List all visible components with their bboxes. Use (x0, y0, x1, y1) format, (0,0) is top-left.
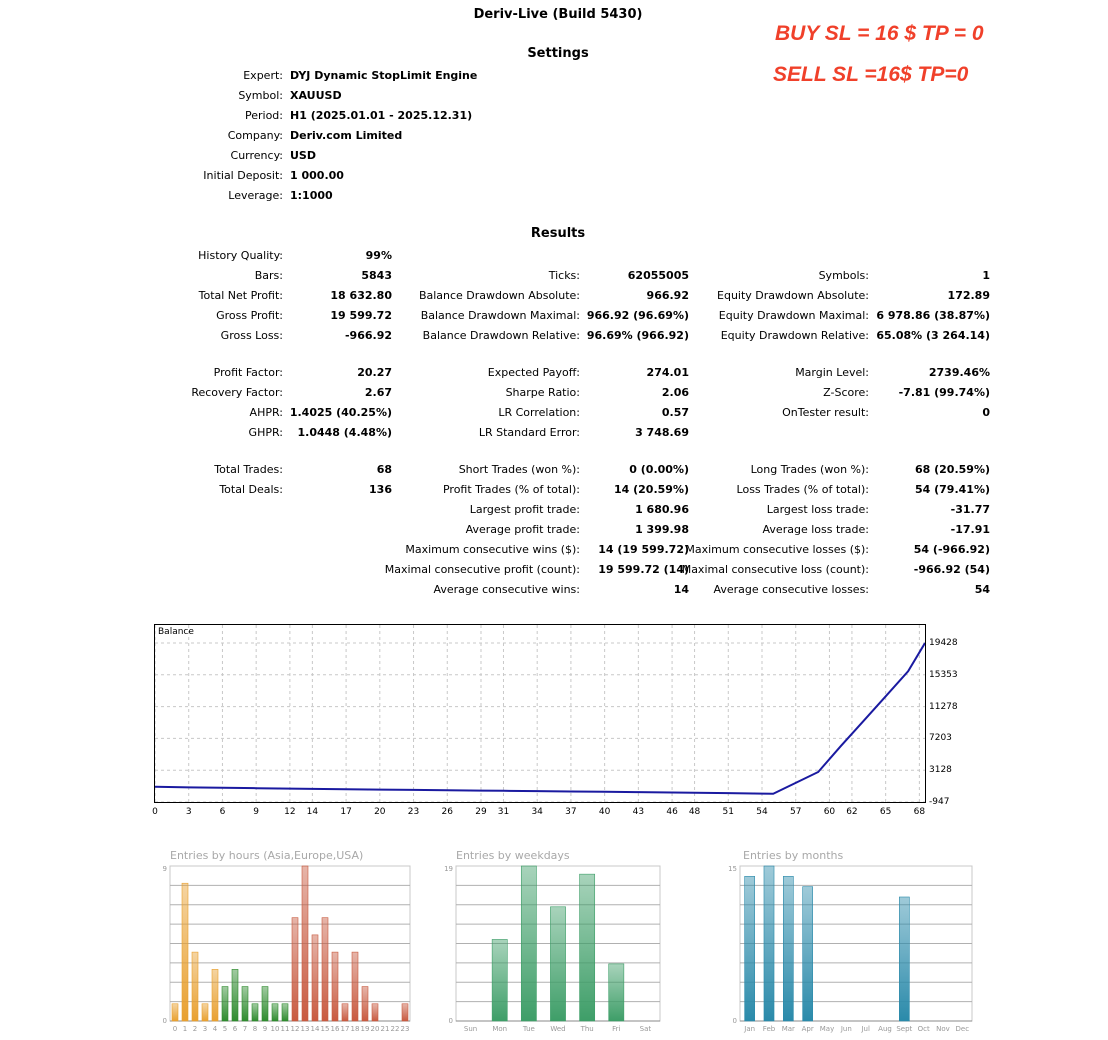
results-label: Balance Drawdown Relative: (422, 329, 580, 342)
weekdays-chart (436, 860, 666, 1040)
results-label: Total Deals: (219, 483, 283, 496)
results-label: Balance Drawdown Absolute: (418, 289, 580, 302)
bar-mark (764, 866, 774, 1021)
months-chart (724, 860, 974, 1040)
balance-x-tick: 51 (722, 807, 734, 817)
bar-x-label: Jul (861, 1025, 870, 1033)
bar-x-label: Jun (840, 1025, 852, 1033)
results-value: -7.81 (99.74%) (898, 386, 990, 399)
results-value: 68 (376, 463, 392, 476)
balance-y-tick: 15353 (929, 669, 958, 680)
bar-mark (302, 866, 308, 1021)
settings-label: Initial Deposit: (203, 169, 283, 182)
results-label: Profit Factor: (213, 366, 283, 379)
hours-chart-title: Entries by hours (Asia,Europe,USA) (170, 849, 364, 862)
results-value: 14 (673, 583, 689, 596)
bar-x-label: 4 (212, 1025, 218, 1033)
results-value: 5843 (361, 269, 392, 282)
buy-annotation: BUY SL = 16 $ TP = 0 (775, 22, 984, 45)
bar-x-label: Sat (639, 1025, 652, 1033)
bar-mark (521, 866, 536, 1021)
bar-x-label: 2 (192, 1025, 198, 1033)
results-value: 2.06 (661, 386, 689, 399)
balance-y-tick: 19428 (929, 638, 958, 648)
balance-x-tick: 20 (374, 807, 386, 817)
bar-mark (212, 969, 218, 1021)
results-value: 0 (982, 406, 990, 419)
balance-x-tick: 40 (598, 807, 611, 817)
bar-x-label: 23 (400, 1025, 410, 1033)
settings-value: 1:1000 (290, 189, 333, 202)
results-value: 966.92 (96.69%) (586, 309, 689, 322)
bar-y-max: 19 (444, 865, 453, 873)
balance-x-tick: 12 (284, 807, 296, 817)
balance-chart-plot (155, 625, 925, 802)
balance-x-tick: 43 (632, 807, 645, 817)
results-value: 20.27 (357, 366, 392, 379)
bar-mark (492, 939, 507, 1021)
results-value: 19 599.72 (14) (598, 563, 689, 576)
balance-y-tick: 3128 (929, 765, 952, 776)
bar-mark (322, 918, 328, 1021)
results-label: Loss Trades (% of total): (736, 483, 869, 496)
balance-x-tick: 65 (879, 807, 892, 817)
results-value: 65.08% (3 264.14) (876, 329, 990, 342)
results-label: Recovery Factor: (191, 386, 283, 399)
results-label: Maximum consecutive wins ($): (405, 543, 580, 556)
settings-label: Currency: (230, 149, 283, 162)
balance-x-tick: 48 (688, 807, 701, 817)
settings-label: Expert: (243, 69, 283, 82)
report-title: Deriv-Live (Build 5430) (473, 7, 643, 22)
results-label: Balance Drawdown Maximal: (420, 309, 580, 322)
sell-annotation: SELL SL =16$ TP=0 (773, 63, 969, 86)
balance-x-tick: 0 (152, 807, 158, 817)
settings-value: 1 000.00 (290, 169, 344, 182)
results-value: -966.92 (344, 329, 392, 342)
bar-y-max: 15 (728, 865, 737, 873)
bar-x-label: 9 (262, 1025, 268, 1033)
results-label: Maximum consecutive losses ($): (685, 543, 869, 556)
bar-x-label: Sept (896, 1025, 913, 1033)
balance-y-tick: 11278 (929, 701, 958, 712)
bar-x-label: 12 (290, 1025, 300, 1033)
months-chart-title: Entries by months (743, 849, 844, 862)
bar-mark (282, 1004, 288, 1021)
results-value: 966.92 (646, 289, 689, 302)
bar-x-label: Dec (955, 1025, 970, 1033)
results-value: 2.67 (364, 386, 392, 399)
bar-x-label: 15 (320, 1025, 330, 1033)
bar-mark (232, 969, 238, 1021)
bar-x-label: 10 (270, 1025, 280, 1033)
results-value: 2739.46% (928, 366, 990, 379)
results-label: AHPR: (249, 406, 283, 419)
bar-x-label: 8 (252, 1025, 258, 1033)
results-label: Sharpe Ratio: (505, 386, 580, 399)
balance-x-tick: 29 (475, 807, 487, 817)
bar-mark (609, 964, 624, 1021)
bar-x-label: 17 (340, 1025, 350, 1033)
results-label: LR Standard Error: (478, 426, 580, 439)
results-value: 54 (79.41%) (914, 483, 990, 496)
bar-mark (252, 1004, 258, 1021)
results-label: Bars: (254, 269, 283, 282)
results-label: Z-Score: (823, 386, 869, 399)
balance-x-tick: 54 (756, 807, 768, 817)
balance-x-tick: 37 (565, 807, 577, 817)
bar-x-label: 22 (390, 1025, 400, 1033)
balance-x-tick: 68 (913, 807, 926, 817)
results-label: Largest loss trade: (766, 503, 869, 516)
bar-x-label: 21 (380, 1025, 390, 1033)
bar-x-label: Jan (744, 1025, 756, 1033)
results-label: GHPR: (248, 426, 283, 439)
balance-x-tick: 23 (407, 807, 420, 817)
settings-label: Company: (227, 129, 283, 142)
results-value: -17.91 (950, 523, 990, 536)
bar-mark (172, 1004, 178, 1021)
results-value: 1.0448 (4.48%) (297, 426, 392, 439)
results-title: Results (530, 226, 586, 241)
results-label: Expected Payoff: (487, 366, 580, 379)
bar-mark (222, 987, 228, 1021)
balance-y-tick: 7203 (929, 733, 952, 744)
weekdays-chart-title: Entries by weekdays (456, 849, 570, 862)
bar-mark (272, 1004, 278, 1021)
results-label: Gross Profit: (216, 309, 283, 322)
balance-line (155, 643, 925, 794)
results-label: Gross Loss: (220, 329, 283, 342)
settings-label: Symbol: (238, 89, 283, 102)
bar-x-label: 0 (172, 1025, 178, 1033)
bar-x-label: 19 (360, 1025, 370, 1033)
results-value: 19 599.72 (330, 309, 392, 322)
results-label: Average consecutive wins: (433, 583, 580, 596)
bar-x-label: 5 (222, 1025, 228, 1033)
bar-x-label: 18 (350, 1025, 360, 1033)
bar-x-label: May (819, 1025, 835, 1033)
balance-x-tick: 62 (846, 807, 858, 817)
bar-x-label: Oct (917, 1025, 930, 1033)
results-value: 54 (974, 583, 990, 596)
bar-x-label: Thu (580, 1025, 594, 1033)
results-label: Symbols: (818, 269, 869, 282)
results-value: 3 748.69 (635, 426, 689, 439)
bar-x-label: 13 (300, 1025, 310, 1033)
settings-value: USD (290, 149, 316, 162)
results-value: 96.69% (966.92) (586, 329, 689, 342)
bar-x-label: Mon (492, 1025, 508, 1033)
balance-x-tick: 34 (531, 807, 543, 817)
bar-y-min: 0 (162, 1017, 167, 1025)
results-value: -31.77 (950, 503, 990, 516)
results-value: 99% (365, 249, 392, 262)
results-value: 14 (20.59%) (613, 483, 689, 496)
balance-chart (154, 624, 926, 803)
balance-x-tick: 6 (219, 807, 226, 817)
results-label: Maximal consecutive loss (count): (681, 563, 869, 576)
balance-x-tick: 46 (666, 807, 678, 817)
settings-value: Deriv.com Limited (290, 129, 403, 142)
bar-x-label: 7 (242, 1025, 248, 1033)
bar-y-min: 0 (732, 1017, 737, 1025)
bar-mark (372, 1004, 378, 1021)
results-label: Long Trades (won %): (750, 463, 869, 476)
bar-mark (292, 918, 298, 1021)
results-value: 62055005 (627, 269, 689, 282)
balance-x-tick: 17 (340, 807, 352, 817)
results-label: Equity Drawdown Maximal: (718, 309, 869, 322)
results-label: Average profit trade: (465, 523, 580, 536)
balance-chart-title: Balance (158, 627, 194, 637)
bar-mark (202, 1004, 208, 1021)
bar-mark (242, 987, 248, 1021)
results-label: Total Trades: (214, 463, 283, 476)
results-value: 1 399.98 (635, 523, 689, 536)
results-label: Ticks: (548, 269, 580, 282)
bar-mark (262, 987, 268, 1021)
settings-title: Settings (527, 46, 589, 61)
balance-x-tick: 57 (789, 807, 802, 817)
bar-y-max: 9 (162, 865, 167, 873)
results-label: History Quality: (198, 249, 283, 262)
bar-mark (312, 935, 318, 1021)
bar-mark (182, 883, 188, 1021)
bar-mark (402, 1004, 408, 1021)
settings-value: DYJ Dynamic StopLimit Engine (290, 69, 478, 82)
bar-mark (745, 876, 755, 1021)
bar-x-label: Tue (522, 1025, 535, 1033)
results-value: 0 (0.00%) (629, 463, 689, 476)
bar-mark (342, 1004, 348, 1021)
settings-label: Period: (244, 109, 283, 122)
results-value: 136 (369, 483, 392, 496)
balance-x-tick: 60 (823, 807, 836, 817)
results-value: 6 978.86 (38.87%) (876, 309, 990, 322)
bar-mark (332, 952, 338, 1021)
results-value: 1.4025 (40.25%) (289, 406, 392, 419)
bar-mark (803, 887, 813, 1021)
results-value: 54 (-966.92) (913, 543, 990, 556)
balance-x-tick: 9 (253, 807, 260, 817)
bar-x-label: Fri (612, 1025, 621, 1033)
results-value: 18 632.80 (330, 289, 392, 302)
bar-x-label: Feb (762, 1025, 776, 1033)
results-label: Largest profit trade: (469, 503, 580, 516)
results-value: 1 (982, 269, 990, 282)
bar-x-label: 6 (232, 1025, 238, 1033)
hours-chart (152, 860, 412, 1040)
bar-x-label: 14 (310, 1025, 320, 1033)
results-label: Profit Trades (% of total): (442, 483, 580, 496)
bar-x-label: 16 (330, 1025, 340, 1033)
results-label: OnTester result: (782, 406, 869, 419)
bar-x-label: Nov (936, 1025, 950, 1033)
settings-value: XAUUSD (290, 89, 342, 102)
results-value: 274.01 (646, 366, 689, 379)
settings-value: H1 (2025.01.01 - 2025.12.31) (290, 109, 473, 122)
balance-x-tick: 26 (441, 807, 453, 817)
results-label: Average loss trade: (762, 523, 869, 536)
results-label: Maximal consecutive profit (count): (384, 563, 580, 576)
bar-x-label: 1 (182, 1025, 188, 1033)
results-label: LR Correlation: (498, 406, 580, 419)
bar-x-label: 3 (202, 1025, 208, 1033)
results-value: 172.89 (947, 289, 990, 302)
results-label: Short Trades (won %): (458, 463, 580, 476)
bar-mark (352, 952, 358, 1021)
results-label: Average consecutive losses: (713, 583, 869, 596)
bar-mark (899, 897, 909, 1021)
bar-y-min: 0 (448, 1017, 453, 1025)
bar-x-label: Mar (781, 1025, 795, 1033)
results-value: 1 680.96 (635, 503, 689, 516)
results-value: -966.92 (54) (913, 563, 990, 576)
balance-x-tick: 3 (185, 807, 192, 817)
bar-mark (550, 907, 565, 1021)
bar-x-label: Aug (878, 1025, 892, 1033)
balance-x-tick: 31 (497, 807, 510, 817)
settings-label: Leverage: (228, 189, 283, 202)
bar-mark (580, 874, 595, 1021)
results-value: 0.57 (661, 406, 689, 419)
results-label: Margin Level: (795, 366, 869, 379)
balance-y-tick: -947 (929, 797, 950, 807)
bar-mark (362, 987, 368, 1021)
bar-x-label: Sun (463, 1025, 478, 1033)
balance-x-tick: 14 (306, 807, 319, 817)
bar-x-label: 11 (280, 1025, 290, 1033)
results-label: Equity Drawdown Relative: (720, 329, 869, 342)
results-value: 68 (20.59%) (914, 463, 990, 476)
bar-x-label: Apr (801, 1025, 814, 1033)
bar-x-label: Wed (550, 1025, 566, 1033)
bar-mark (783, 876, 793, 1021)
bar-x-label: 20 (370, 1025, 380, 1033)
results-label: Equity Drawdown Absolute: (717, 289, 869, 302)
bar-mark (192, 952, 198, 1021)
results-value: 14 (19 599.72) (598, 543, 689, 556)
results-label: Total Net Profit: (198, 289, 283, 302)
